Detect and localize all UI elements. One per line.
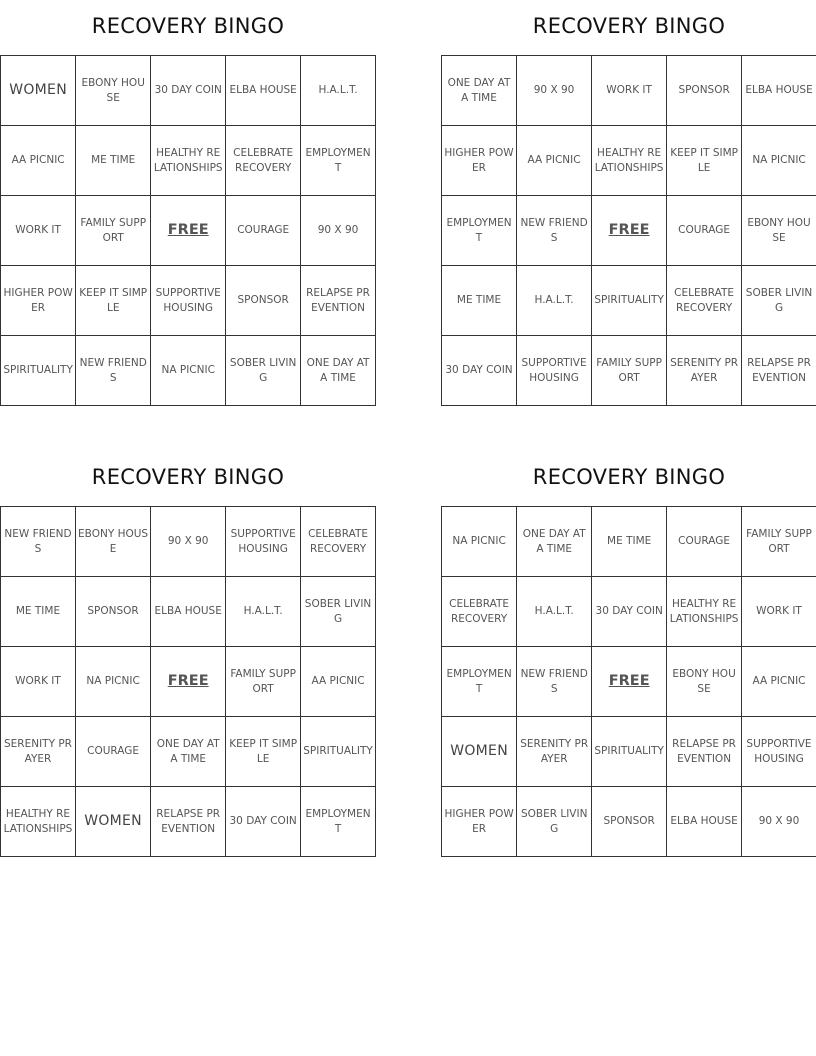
bingo-cell: HEALTHY RELATIONSHIPS <box>1 787 76 857</box>
bingo-cell: SPIRITUALITY <box>592 717 667 787</box>
bingo-cell: HIGHER POWER <box>442 787 517 857</box>
bingo-cell: AA PICNIC <box>742 647 816 717</box>
grid-row <box>1 56 376 126</box>
bingo-cell: WOMEN <box>75 787 150 857</box>
bingo-cell: SERENITY PRAYER <box>667 336 742 406</box>
bingo-cell: SPIRITUALITY <box>592 266 667 336</box>
bingo-cell: SPONSOR <box>592 787 667 857</box>
bingo-cell: SOBER LIVING <box>226 336 301 406</box>
bingo-cell: CELEBRATE RECOVERY <box>301 507 376 577</box>
grid-row <box>442 56 816 126</box>
bingo-cell: HIGHER POWER <box>1 266 76 336</box>
bingo-cell: NA PICNIC <box>151 336 226 406</box>
bingo-cell: SOBER LIVING <box>517 787 592 857</box>
bingo-cell: ONE DAY AT A TIME <box>517 507 592 577</box>
bingo-cell: H.A.L.T. <box>517 577 592 647</box>
bingo-cell: SPONSOR <box>75 577 150 647</box>
bingo-grid <box>441 506 816 857</box>
bingo-cell: HEALTHY RELATIONSHIPS <box>667 577 742 647</box>
bingo-cell: 30 DAY COIN <box>592 577 667 647</box>
grid-row <box>1 577 376 647</box>
bingo-cell: RELAPSE PREVENTION <box>301 266 376 336</box>
bingo-cell: ONE DAY AT A TIME <box>301 336 376 406</box>
bingo-cell: COURAGE <box>75 717 150 787</box>
bingo-cell: 30 DAY COIN <box>226 787 301 857</box>
bingo-cell: WOMEN <box>1 56 76 126</box>
grid-row <box>442 717 816 787</box>
bingo-cell: ONE DAY AT A TIME <box>442 56 517 126</box>
bingo-cell: SPIRITUALITY <box>301 717 376 787</box>
bingo-cell: 90 X 90 <box>301 196 376 266</box>
bingo-cell: 90 X 90 <box>517 56 592 126</box>
bingo-cell: SPIRITUALITY <box>1 336 76 406</box>
bingo-cell: RELAPSE PREVENTION <box>151 787 226 857</box>
bingo-cell: ELBA HOUSE <box>226 56 301 126</box>
bingo-cell: EBONY HOUSE <box>76 56 151 126</box>
bingo-cell: ME TIME <box>76 126 151 196</box>
card-title: RECOVERY BINGO <box>532 14 726 38</box>
bingo-cell: SERENITY PRAYER <box>517 717 592 787</box>
free-space: FREE <box>151 196 226 266</box>
grid-row <box>442 126 816 196</box>
bingo-cell: WORK IT <box>1 647 76 717</box>
bingo-cell: CELEBRATE RECOVERY <box>667 266 742 336</box>
bingo-cell: HIGHER POWER <box>442 126 517 196</box>
bingo-cell: HEALTHY RELATIONSHIPS <box>151 126 226 196</box>
bingo-cell: EMPLOYMENT <box>442 196 517 266</box>
grid-row <box>1 507 376 577</box>
bingo-cell: NA PICNIC <box>442 507 517 577</box>
bingo-grid <box>441 55 816 406</box>
bingo-cell: NA PICNIC <box>742 126 816 196</box>
bingo-cell: ME TIME <box>592 507 667 577</box>
bingo-cell: ONE DAY AT A TIME <box>151 717 226 787</box>
bingo-cell: RELAPSE PREVENTION <box>667 717 742 787</box>
bingo-cell: KEEP IT SIMPLE <box>226 717 301 787</box>
bingo-cell: NA PICNIC <box>75 647 150 717</box>
grid-row <box>1 647 376 717</box>
bingo-cell: WORK IT <box>742 577 816 647</box>
bingo-cell: H.A.L.T. <box>226 577 301 647</box>
grid-row <box>442 787 816 857</box>
free-space: FREE <box>151 647 226 717</box>
card-title: RECOVERY BINGO <box>532 465 726 489</box>
bingo-cell: AA PICNIC <box>517 126 592 196</box>
bingo-cell: CELEBRATE RECOVERY <box>226 126 301 196</box>
bingo-cell: ELBA HOUSE <box>742 56 816 126</box>
bingo-cell: EMPLOYMENT <box>301 787 376 857</box>
grid-row <box>442 507 816 577</box>
bingo-cell: SUPPORTIVE HOUSING <box>151 266 226 336</box>
bingo-grid <box>0 55 376 406</box>
bingo-cell: SUPPORTIVE HOUSING <box>742 717 816 787</box>
bingo-grid <box>0 506 376 857</box>
bingo-cell: CELEBRATE RECOVERY <box>442 577 517 647</box>
grid-row <box>1 717 376 787</box>
bingo-cell: FAMILY SUPPORT <box>226 647 301 717</box>
bingo-cell: FAMILY SUPPORT <box>76 196 151 266</box>
bingo-cell: 90 X 90 <box>151 507 226 577</box>
bingo-cell: SPONSOR <box>226 266 301 336</box>
bingo-cell: ELBA HOUSE <box>151 577 226 647</box>
bingo-cell: WORK IT <box>1 196 76 266</box>
grid-row <box>442 266 816 336</box>
bingo-cell: EMPLOYMENT <box>442 647 517 717</box>
card-title: RECOVERY BINGO <box>91 14 285 38</box>
bingo-cell: WORK IT <box>592 56 667 126</box>
bingo-cell: NEW FRIENDS <box>517 647 592 717</box>
bingo-cell: 90 X 90 <box>742 787 816 857</box>
bingo-cell: WOMEN <box>442 717 517 787</box>
bingo-cell: FAMILY SUPPORT <box>742 507 816 577</box>
bingo-cell: H.A.L.T. <box>301 56 376 126</box>
bingo-cell: RELAPSE PREVENTION <box>742 336 816 406</box>
bingo-cell: SUPPORTIVE HOUSING <box>226 507 301 577</box>
bingo-cell: HEALTHY RELATIONSHIPS <box>592 126 667 196</box>
grid-row <box>442 647 816 717</box>
card-title: RECOVERY BINGO <box>91 465 285 489</box>
bingo-cell: 30 DAY COIN <box>442 336 517 406</box>
free-space: FREE <box>592 647 667 717</box>
bingo-cell: NEW FRIENDS <box>76 336 151 406</box>
bingo-cell: FAMILY SUPPORT <box>592 336 667 406</box>
free-space: FREE <box>592 196 667 266</box>
bingo-cell: SOBER LIVING <box>301 577 376 647</box>
bingo-cell: EBONY HOUSE <box>75 507 150 577</box>
bingo-cell: KEEP IT SIMPLE <box>76 266 151 336</box>
bingo-cell: AA PICNIC <box>301 647 376 717</box>
bingo-cell: EMPLOYMENT <box>301 126 376 196</box>
bingo-cell: NEW FRIENDS <box>1 507 76 577</box>
bingo-cell: EBONY HOUSE <box>742 196 816 266</box>
bingo-cell: SERENITY PRAYER <box>1 717 76 787</box>
bingo-cell: ME TIME <box>1 577 76 647</box>
bingo-cell: SUPPORTIVE HOUSING <box>517 336 592 406</box>
bingo-cell: SPONSOR <box>667 56 742 126</box>
grid-row <box>442 577 816 647</box>
bingo-cell: ELBA HOUSE <box>667 787 742 857</box>
bingo-cell: NEW FRIENDS <box>517 196 592 266</box>
grid-row <box>442 336 816 406</box>
bingo-cell: COURAGE <box>667 196 742 266</box>
grid-row <box>1 196 376 266</box>
bingo-cell: H.A.L.T. <box>517 266 592 336</box>
bingo-cell: COURAGE <box>667 507 742 577</box>
grid-row <box>1 336 376 406</box>
bingo-cell: KEEP IT SIMPLE <box>667 126 742 196</box>
grid-row <box>1 266 376 336</box>
grid-row <box>1 787 376 857</box>
bingo-cell: AA PICNIC <box>1 126 76 196</box>
bingo-cell: 30 DAY COIN <box>151 56 226 126</box>
bingo-cell: EBONY HOUSE <box>667 647 742 717</box>
bingo-cell: COURAGE <box>226 196 301 266</box>
grid-row <box>1 126 376 196</box>
bingo-cell: SOBER LIVING <box>742 266 816 336</box>
grid-row <box>442 196 816 266</box>
bingo-cell: ME TIME <box>442 266 517 336</box>
